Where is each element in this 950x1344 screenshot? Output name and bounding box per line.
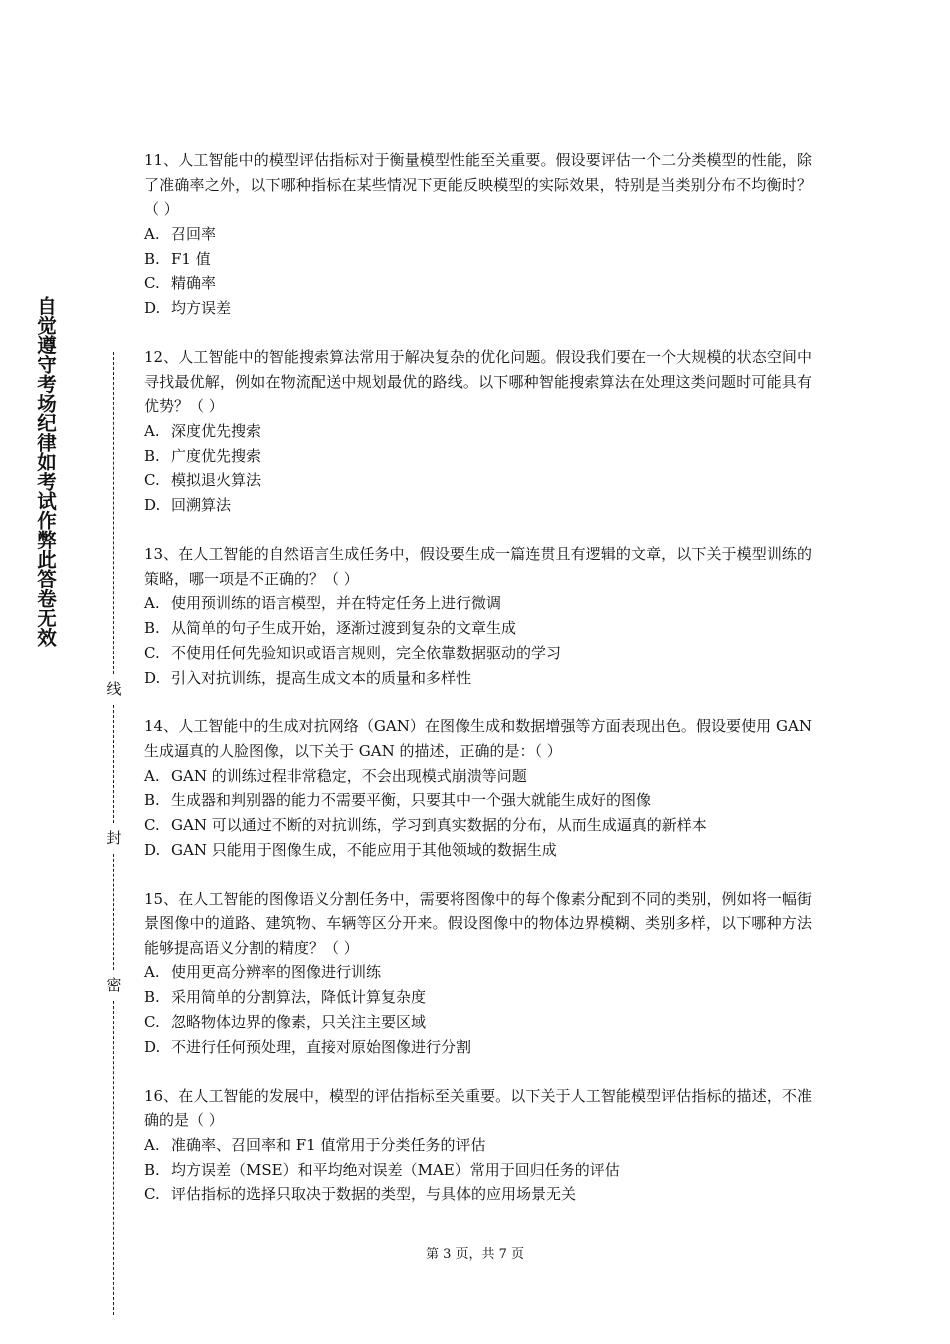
option-text: GAN 的训练过程非常稳定，不会出现模式崩溃等问题 [171,766,527,785]
option-text: 生成器和判别器的能力不需要平衡，只要其中一个强大就能生成好的图像 [171,791,652,810]
option-d [144,1035,812,1060]
question-14 [144,714,812,862]
option-letter: C. [144,471,160,490]
option-c [144,1182,812,1207]
option-c [144,271,812,296]
option-text: 忽略物体边界的像素，只关注主要区域 [171,1013,427,1032]
option-letter: B. [144,1160,160,1179]
option-letter: A. [144,766,160,785]
option-letter: A. [144,963,160,982]
question-stem: 15、在人工智能的图像语义分割任务中，需要将图像中的每个像素分配到不同的类别，例如将一幅街景图像中的道路、建筑物、车辆等区分开来。假设图像中的物体边界模糊、类别多样，以下哪种方法能够提高语义分割的精度？（ ） [144,889,812,957]
option-a [144,1133,812,1158]
option-text: 深度优先搜索 [171,421,262,440]
option-c [144,641,812,666]
option-text: 从简单的句子生成开始，逐渐过渡到复杂的文章生成 [171,618,517,637]
option-text: 使用更高分辨率的图像进行训练 [171,963,382,982]
option-b [144,985,812,1010]
option-c [144,1010,812,1035]
option-d [144,493,812,518]
option-letter: B. [144,791,160,810]
option-text: 均方误差（MSE）和平均绝对误差（MAE）常用于回归任务的评估 [171,1160,620,1179]
option-letter: C. [144,1185,160,1204]
question-13 [144,542,812,690]
binding-line-middle [113,705,114,823]
question-11 [144,148,812,321]
option-letter: D. [144,840,161,859]
option-text: 使用预训练的语言模型，并在特定任务上进行微调 [171,594,502,613]
option-letter: C. [144,274,160,293]
option-c [144,813,812,838]
option-text: 引入对抗训练，提高生成文本的质量和多样性 [171,668,472,687]
option-letter: C. [144,1013,160,1032]
exam-discipline-notice: 自觉遵守考场纪律如考试作弊此答卷无效 [34,296,57,647]
option-a [144,764,812,789]
page-number: 第 3 页，共 7 页 [425,1247,525,1262]
option-text: 采用简单的分割算法，降低计算复杂度 [171,988,427,1007]
option-b [144,616,812,641]
option-letter: B. [144,249,160,268]
option-letter: B. [144,446,160,465]
question-stem: 12、人工智能中的智能搜索算法常用于解决复杂的优化问题。假设我们要在一个大规模的状态空间中寻找最优解，例如在物流配送中规划最优的路线。以下哪种智能搜索算法在处理这类问题时可能具有优势？（ ） [144,347,812,416]
binding-line-lower [113,854,114,970]
option-letter: A. [144,421,160,440]
question-list [144,148,812,1207]
option-b [144,1158,812,1183]
binding-mark-secret: 密 [104,976,124,994]
option-text: 模拟退火算法 [171,471,262,490]
option-a [144,960,812,985]
option-a [144,222,812,247]
option-letter: B. [144,988,160,1007]
option-text: 精确率 [171,274,217,293]
option-letter: D. [144,299,161,318]
option-text: 准确率、召回率和 F1 值常用于分类任务的评估 [171,1135,486,1154]
option-letter: D. [144,668,161,687]
question-12 [144,345,812,518]
option-b [144,247,812,272]
option-text: 不进行任何预处理，直接对原始图像进行分割 [171,1037,472,1056]
option-letter: A. [144,1135,160,1154]
option-b [144,444,812,469]
option-text: 评估指标的选择只取决于数据的类型，与具体的应用场景无关 [171,1185,577,1204]
option-text: GAN 可以通过不断的对抗训练，学习到真实数据的分布，从而生成逼真的新样本 [171,816,707,835]
option-text: GAN 只能用于图像生成，不能应用于其他领域的数据生成 [171,840,557,859]
option-c [144,468,812,493]
question-stem: 16、在人工智能的发展中，模型的评估指标至关重要。以下关于人工智能模型评估指标的描述，不准确的是（ ） [144,1086,812,1130]
binding-line-bottom [113,1001,114,1315]
option-a [144,591,812,616]
option-text: 不使用任何先验知识或语言规则，完全依靠数据驱动的学习 [171,643,562,662]
option-text: 均方误差 [171,299,232,318]
option-letter: A. [144,594,160,613]
question-stem: 13、在人工智能的自然语言生成任务中，假设要生成一篇连贯且有逻辑的文章，以下关于模型训练的策略，哪一项是不正确的？（ ） [144,544,812,588]
option-b [144,788,812,813]
option-letter: D. [144,1037,161,1056]
binding-line-top [113,352,114,674]
question-stem: 11、人工智能中的模型评估指标对于衡量模型性能至关重要。假设要评估一个二分类模型的性能，除了准确率之外，以下哪种指标在某些情况下更能反映模型的实际效果，特别是当类别分布不均衡时？（ ） [144,151,812,219]
question-15 [144,887,812,1060]
option-letter: B. [144,618,160,637]
option-text: 召回率 [171,224,217,243]
option-text: F1 值 [171,249,211,268]
option-d [144,838,812,863]
option-d [144,666,812,691]
option-text: 回溯算法 [171,496,232,515]
option-letter: D. [144,496,161,515]
option-text: 广度优先搜索 [171,446,262,465]
option-a [144,419,812,444]
question-stem: 14、人工智能中的生成对抗网络（GAN）在图像生成和数据增强等方面表现出色。假设要使用 GAN 生成逼真的人脸图像，以下关于 GAN 的描述，正确的是：（ ） [144,717,812,760]
binding-mark-seal: 封 [104,829,124,847]
question-16 [144,1084,812,1208]
option-d [144,296,812,321]
option-letter: C. [144,643,160,662]
binding-mark-line: 线 [104,680,124,698]
option-letter: C. [144,816,160,835]
option-letter: A. [144,224,160,243]
